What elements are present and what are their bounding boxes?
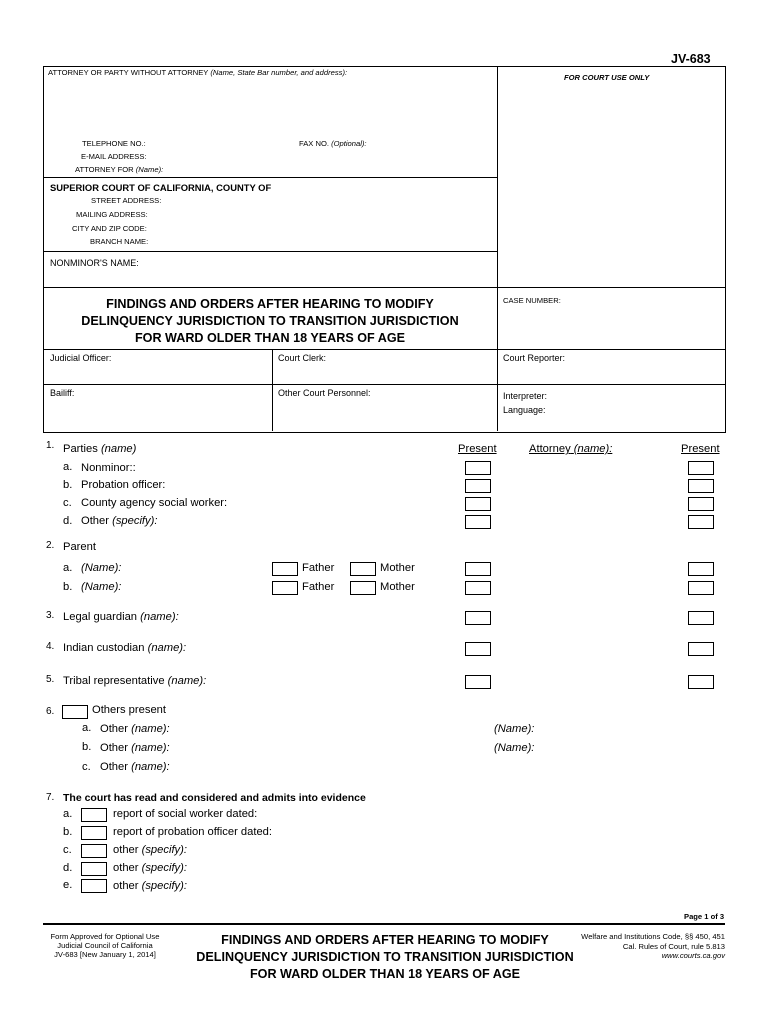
county-attorney-present-checkbox[interactable] bbox=[688, 497, 714, 511]
item-1b-letter: b. bbox=[63, 479, 73, 491]
evidence-other-e-checkbox[interactable] bbox=[81, 879, 107, 893]
report-social-worker-label: report of social worker dated: bbox=[113, 808, 258, 820]
statute-line-2: Cal. Rules of Court, rule 5.813 bbox=[622, 941, 725, 951]
caption-divider-vertical bbox=[497, 66, 498, 353]
fax-label: FAX NO. (Optional): bbox=[299, 139, 367, 148]
other-present-checkbox[interactable] bbox=[465, 515, 491, 529]
evidence-other-d-checkbox[interactable] bbox=[81, 862, 107, 876]
evidence-other-c-label: other (specify): bbox=[113, 844, 187, 856]
parent-b-present-checkbox[interactable] bbox=[465, 581, 491, 595]
item-6c-letter: c. bbox=[82, 761, 91, 773]
form-approved-block bbox=[44, 932, 166, 959]
legal-guardian-label: Legal guardian (name): bbox=[63, 611, 179, 623]
personnel-col-divider-1 bbox=[272, 349, 273, 431]
probation-present-checkbox[interactable] bbox=[465, 479, 491, 493]
item-1-number: 1. bbox=[46, 440, 55, 451]
item-7e-letter: e. bbox=[63, 879, 73, 891]
attorney-party-label: ATTORNEY OR PARTY WITHOUT ATTORNEY (Name, State Bar number, and address): bbox=[48, 68, 348, 77]
item-7c-letter: c. bbox=[63, 844, 72, 856]
item-6b-letter: b. bbox=[82, 741, 92, 753]
interpreter-label: Interpreter: bbox=[503, 391, 548, 401]
evidence-other-c-checkbox[interactable] bbox=[81, 844, 107, 858]
parent-b-father-label: Father bbox=[302, 581, 335, 593]
tribal-rep-attorney-present-checkbox[interactable] bbox=[688, 675, 714, 689]
judicial-officer-label: Judicial Officer: bbox=[50, 353, 112, 363]
other-b-second-name-label: (Name): bbox=[494, 742, 535, 754]
form-title-line-1: FINDINGS AND ORDERS AFTER HEARING TO MODIFY bbox=[106, 297, 434, 311]
court-reporter-label: Court Reporter: bbox=[503, 353, 566, 363]
item-7d-letter: d. bbox=[63, 862, 73, 874]
indian-custodian-attorney-present-checkbox[interactable] bbox=[688, 642, 714, 656]
item-1d-letter: d. bbox=[63, 515, 73, 527]
parent-a-mother-checkbox[interactable] bbox=[350, 562, 376, 576]
court-name-label: SUPERIOR COURT OF CALIFORNIA, COUNTY OF bbox=[50, 182, 272, 193]
item-7-number: 7. bbox=[46, 792, 55, 803]
item-7a-letter: a. bbox=[63, 808, 73, 820]
item-1a-letter: a. bbox=[63, 461, 73, 473]
other-a-second-name-label: (Name): bbox=[494, 723, 535, 735]
footer-rule bbox=[43, 923, 725, 925]
indian-custodian-present-checkbox[interactable] bbox=[465, 642, 491, 656]
title-section-bottom bbox=[43, 349, 725, 350]
case-number-label: CASE NUMBER: bbox=[503, 296, 561, 305]
evidence-other-d-label: other (specify): bbox=[113, 862, 187, 874]
bailiff-label: Bailiff: bbox=[50, 388, 75, 398]
other-attorney-present-checkbox[interactable] bbox=[688, 515, 714, 529]
parent-a-name-label: (Name): bbox=[81, 562, 122, 574]
item-6-number: 6. bbox=[46, 706, 55, 717]
statute-references bbox=[555, 932, 725, 961]
other-party-label: Other (specify): bbox=[81, 515, 158, 527]
legal-guardian-attorney-present-checkbox[interactable] bbox=[688, 611, 714, 625]
tribal-representative-label: Tribal representative (name): bbox=[63, 675, 207, 687]
mailing-address-label: MAILING ADDRESS: bbox=[76, 210, 148, 219]
legal-guardian-present-checkbox[interactable] bbox=[465, 611, 491, 625]
court-clerk-label: Court Clerk: bbox=[278, 353, 327, 363]
tribal-rep-present-checkbox[interactable] bbox=[465, 675, 491, 689]
report-probation-checkbox[interactable] bbox=[81, 826, 107, 840]
parent-label: Parent bbox=[63, 541, 96, 553]
form-approved-line-2: Judicial Council of California bbox=[57, 941, 153, 950]
other-c-label: Other (name): bbox=[100, 761, 170, 773]
parent-a-father-label: Father bbox=[302, 562, 335, 574]
county-social-worker-label: County agency social worker: bbox=[81, 497, 228, 509]
email-label: E-MAIL ADDRESS: bbox=[81, 152, 147, 161]
parent-b-father-checkbox[interactable] bbox=[272, 581, 298, 595]
courts-website-link[interactable]: www.courts.ca.gov bbox=[661, 951, 725, 960]
parties-label: Parties (name) bbox=[63, 443, 137, 455]
form-title-line-2: DELINQUENCY JURISDICTION TO TRANSITION JURISDICTION bbox=[81, 314, 459, 328]
parent-a-father-checkbox[interactable] bbox=[272, 562, 298, 576]
probation-officer-label: Probation officer: bbox=[81, 479, 166, 491]
other-b-label: Other (name): bbox=[100, 742, 170, 754]
caption-frame bbox=[43, 66, 726, 433]
evidence-other-e-label: other (specify): bbox=[113, 880, 187, 892]
nonminor-present-checkbox[interactable] bbox=[465, 461, 491, 475]
language-label: Language: bbox=[503, 405, 546, 415]
statute-line-1: Welfare and Institutions Code, §§ 450, 451 bbox=[581, 932, 725, 941]
nonminor-section-bottom bbox=[43, 287, 725, 288]
probation-attorney-present-checkbox[interactable] bbox=[688, 479, 714, 493]
parent-a-present-checkbox[interactable] bbox=[465, 562, 491, 576]
parent-b-attorney-present-checkbox[interactable] bbox=[688, 581, 714, 595]
others-present-checkbox[interactable] bbox=[62, 705, 88, 719]
form-approved-line-1: Form Approved for Optional Use bbox=[50, 932, 160, 941]
item-4-number: 4. bbox=[46, 641, 55, 652]
attorney-header: Attorney (name): bbox=[529, 443, 613, 455]
indian-custodian-label: Indian custodian (name): bbox=[63, 642, 187, 654]
nonminor-attorney-present-checkbox[interactable] bbox=[688, 461, 714, 475]
page-number: Page 1 of 3 bbox=[684, 912, 725, 921]
court-use-only-label: FOR COURT USE ONLY bbox=[564, 73, 650, 82]
telephone-label: TELEPHONE NO.: bbox=[82, 139, 146, 148]
court-read-considered-label: The court has read and considered and admits into evidence bbox=[63, 792, 366, 804]
item-6a-letter: a. bbox=[82, 722, 92, 734]
parent-a-mother-label: Mother bbox=[380, 562, 415, 574]
item-2a-letter: a. bbox=[63, 562, 73, 574]
parent-b-mother-label: Mother bbox=[380, 581, 415, 593]
item-2-number: 2. bbox=[46, 540, 55, 551]
other-court-personnel-label: Other Court Personnel: bbox=[278, 388, 371, 398]
item-5-number: 5. bbox=[46, 674, 55, 685]
report-social-worker-checkbox[interactable] bbox=[81, 808, 107, 822]
footer-title-line-3: FOR WARD OLDER THAN 18 YEARS OF AGE bbox=[249, 967, 521, 981]
street-address-label: STREET ADDRESS: bbox=[91, 196, 162, 205]
personnel-col-divider-2 bbox=[497, 349, 498, 431]
city-zip-label: CITY AND ZIP CODE: bbox=[72, 224, 147, 233]
present-header-2: Present bbox=[681, 443, 720, 455]
attorney-for-label: ATTORNEY FOR (Name): bbox=[75, 165, 164, 174]
court-section-bottom bbox=[43, 251, 498, 252]
parent-b-mother-checkbox[interactable] bbox=[350, 581, 376, 595]
nonminor-name-label: NONMINOR'S NAME: bbox=[50, 258, 139, 268]
item-3-number: 3. bbox=[46, 610, 55, 621]
present-header-1: Present bbox=[458, 443, 497, 455]
parent-b-name-label: (Name): bbox=[81, 581, 122, 593]
parent-a-attorney-present-checkbox[interactable] bbox=[688, 562, 714, 576]
county-present-checkbox[interactable] bbox=[465, 497, 491, 511]
footer-title-line-1: FINDINGS AND ORDERS AFTER HEARING TO MODIFY bbox=[221, 933, 549, 947]
item-7b-letter: b. bbox=[63, 826, 73, 838]
footer-title bbox=[175, 932, 595, 983]
form-title bbox=[50, 296, 490, 347]
form-title-line-3: FOR WARD OLDER THAN 18 YEARS OF AGE bbox=[134, 331, 406, 345]
others-present-label: Others present bbox=[92, 704, 166, 716]
attorney-section-bottom bbox=[43, 177, 498, 178]
report-probation-label: report of probation officer dated: bbox=[113, 826, 273, 838]
other-a-label: Other (name): bbox=[100, 723, 170, 735]
item-2b-letter: b. bbox=[63, 581, 73, 593]
form-number: JV-683 bbox=[671, 52, 711, 66]
nonminor-party-label: Nonminor:: bbox=[81, 462, 136, 474]
form-approved-line-3: JV-683 [New January 1, 2014] bbox=[54, 950, 156, 959]
personnel-row-divider bbox=[43, 384, 725, 385]
item-1c-letter: c. bbox=[63, 497, 72, 509]
branch-name-label: BRANCH NAME: bbox=[90, 237, 149, 246]
footer-title-line-2: DELINQUENCY JURISDICTION TO TRANSITION JURISDICTION bbox=[196, 950, 574, 964]
